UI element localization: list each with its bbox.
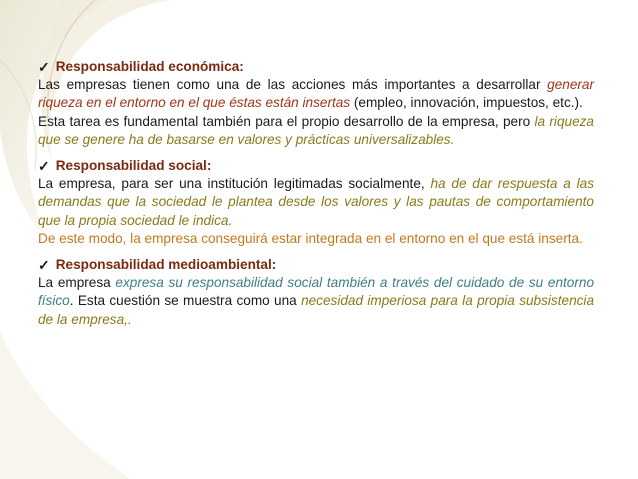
slide-content: [38, 58, 594, 329]
checkmark-icon: ✓: [38, 158, 50, 175]
checkmark-icon: ✓: [38, 59, 50, 75]
paragraph-economica-2: Esta tarea es fundamental también para el propio desarrollo de la empresa, pero la riqueza que se genere ha de basarse en valores y prácticas universalizables.: [38, 113, 594, 147]
paragraph-medioambiental-1: La empresa expresa su responsabilidad social también a través del cuidado de su entorno físico. Esta cuestión se muestra como una necesidad imperiosa para la propia subsistencia de la empresa,.: [38, 275, 595, 327]
paragraph-economica-1: Las empresas tienen como una de las acciones más importantes a desarrollar generar riqueza en el entorno en el que éstas están insertas (empleo, innovación, impuestos, etc.).: [38, 77, 594, 111]
checkmark-icon: ✓: [38, 257, 50, 274]
paragraph-social-2: De este modo, la empresa conseguirá estar integrada en el entorno en el que está inserta.: [38, 230, 583, 246]
corner-shape: [0, 330, 130, 479]
heading-social: ✓ Responsabilidad social:: [38, 158, 212, 175]
heading-medioambiental: ✓ Responsabilidad medioambiental:: [38, 257, 277, 274]
heading-economica: ✓ Responsabilidad económica:: [38, 59, 244, 75]
paragraph-social-1: La empresa, para ser una institución legitimadas socialmente, ha de dar respuesta a las demandas que la sociedad le plantea desde los valores y las pautas de comportamiento que la propia sociedad le indica.: [38, 176, 594, 228]
